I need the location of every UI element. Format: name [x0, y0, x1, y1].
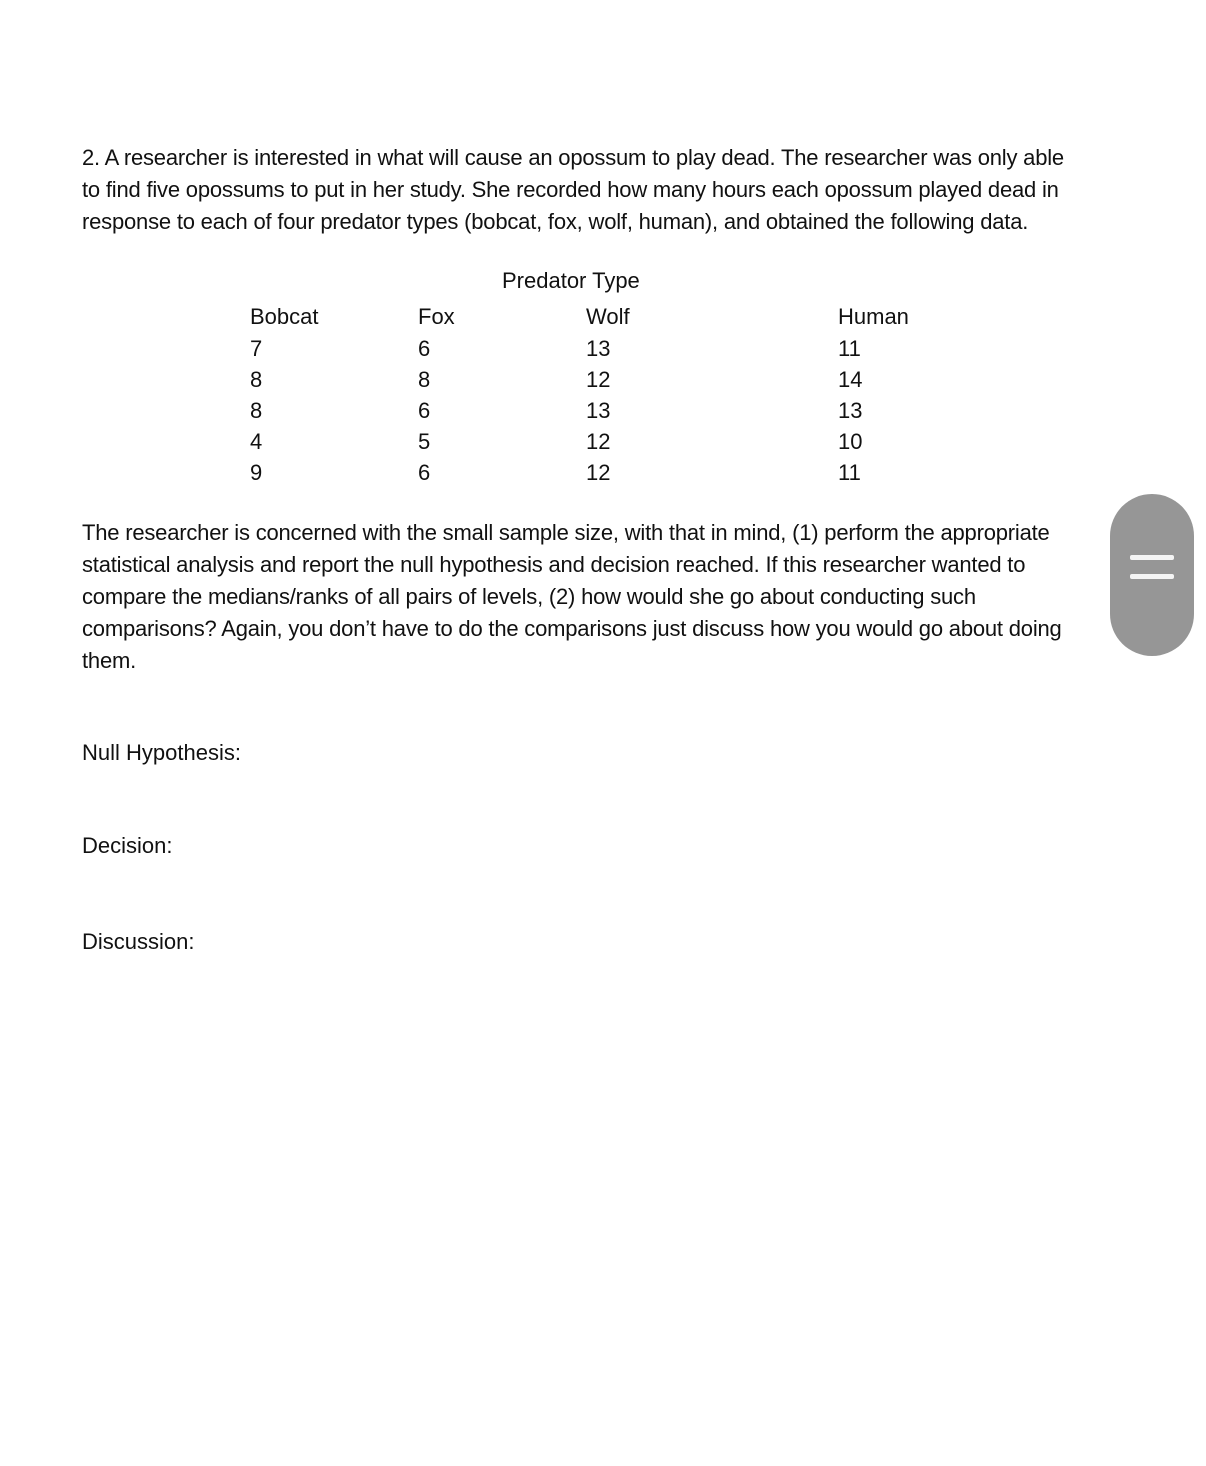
- instructions-line: them.: [82, 648, 137, 673]
- table-cell: 8: [418, 367, 431, 392]
- table-cell: 11: [838, 460, 861, 485]
- instructions-line: comparisons? Again, you don’t have to do the comparisons just discuss how you would go about doing: [82, 616, 1062, 641]
- table-cell: 12: [586, 429, 611, 454]
- column-header: Fox: [418, 304, 455, 329]
- table-cell: 6: [418, 460, 431, 485]
- column-header: Bobcat: [250, 304, 319, 329]
- instructions-line: The researcher is concerned with the small sample size, with that in mind, (1) perform the appropriate: [82, 520, 1050, 545]
- table-cell: 13: [586, 336, 611, 361]
- decision-label: Decision:: [82, 833, 173, 858]
- table-cell: 13: [586, 398, 611, 423]
- question-paragraph: [82, 142, 1172, 238]
- instructions-line: compare the medians/ranks of all pairs of levels, (2) how would she go about conducting such: [82, 584, 976, 609]
- question-line: 2. A researcher is interested in what will cause an opossum to play dead. The researcher was only able: [82, 145, 1064, 170]
- table-column-wolf: [586, 301, 630, 488]
- table-column-fox: [418, 301, 455, 488]
- table-cell: 5: [418, 429, 431, 454]
- table-column-human: [838, 301, 909, 488]
- scroll-handle[interactable]: [1110, 494, 1194, 656]
- table-cell: 8: [250, 367, 263, 392]
- instructions-line: statistical analysis and report the null hypothesis and decision reached. If this researcher wanted to: [82, 552, 1026, 577]
- discussion-label: Discussion:: [82, 929, 195, 954]
- table-column-bobcat: [250, 301, 319, 488]
- column-header: Human: [838, 304, 909, 329]
- table-cell: 12: [586, 460, 611, 485]
- table-header: Predator Type: [502, 268, 640, 293]
- table-cell: 6: [418, 336, 431, 361]
- table-cell: 6: [418, 398, 431, 423]
- table-cell: 7: [250, 336, 263, 361]
- table-cell: 14: [838, 367, 863, 392]
- instructions-paragraph: [82, 517, 1172, 677]
- table-cell: 11: [838, 336, 861, 361]
- question-line: response to each of four predator types (bobcat, fox, wolf, human), and obtained the following data.: [82, 209, 1029, 234]
- null-hypothesis-label: Null Hypothesis:: [82, 740, 241, 765]
- column-header: Wolf: [586, 304, 630, 329]
- table-cell: 10: [838, 429, 863, 454]
- table-cell: 13: [838, 398, 863, 423]
- table-cell: 8: [250, 398, 263, 423]
- question-line: to find five opossums to put in her study. She recorded how many hours each opossum played dead in: [82, 177, 1059, 202]
- table-cell: 9: [250, 460, 263, 485]
- table-cell: 4: [250, 429, 263, 454]
- table-cell: 12: [586, 367, 611, 392]
